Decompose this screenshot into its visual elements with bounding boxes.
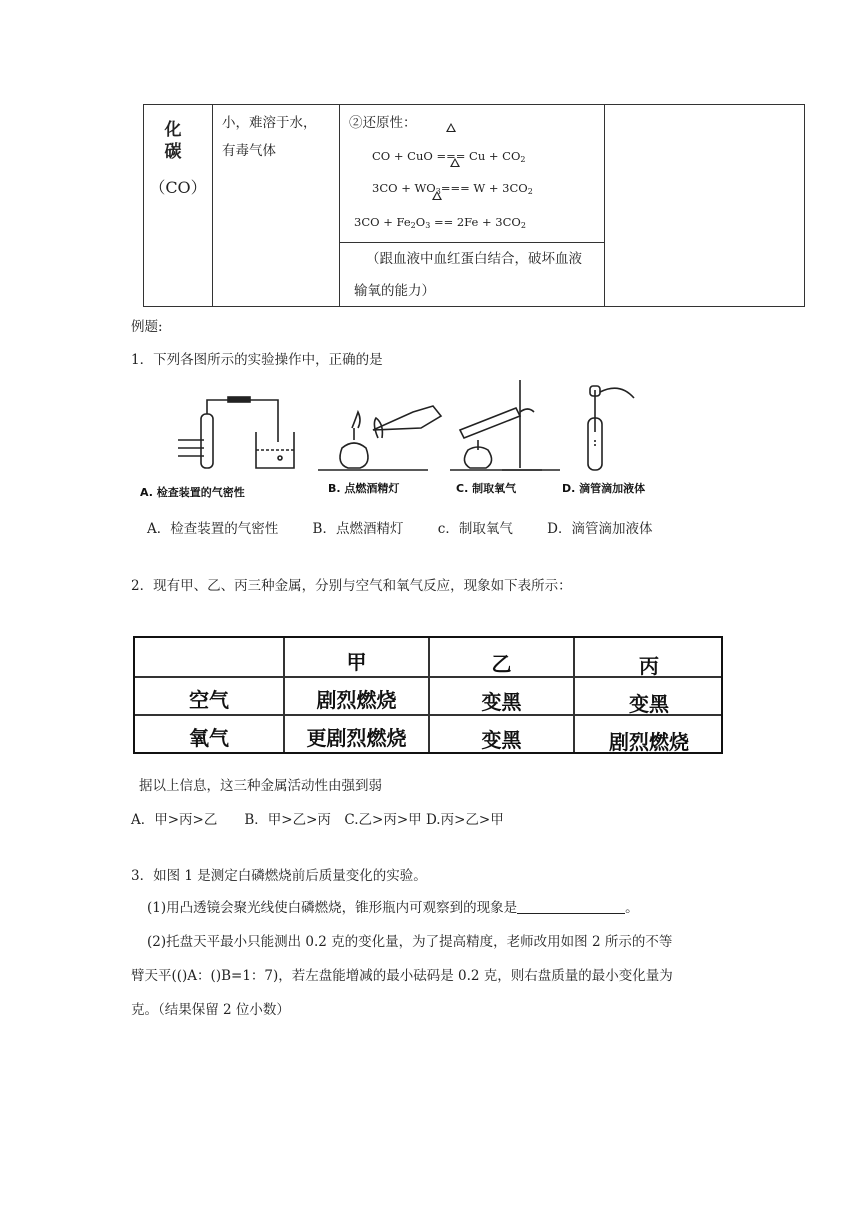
cell-oxygen-bing: 剧烈燃烧 [609, 730, 689, 754]
substance-name-line1: 化 碳 [164, 120, 192, 162]
q2-stem: 2．现有甲、乙、丙三种金属，分别与空气和氧气反应，现象如下表所示： [131, 578, 572, 594]
equation-wo3 [372, 181, 533, 196]
subscript: 2 [520, 155, 526, 164]
cell-air-yi: 变黑 [481, 690, 522, 714]
co-properties-table [143, 104, 805, 307]
row-oxygen-label: 氧气 [189, 726, 229, 750]
equation-text: 3CO + WO [372, 181, 436, 195]
q3-part1-end: 。 [625, 900, 639, 916]
table-divider [604, 105, 605, 306]
chem-property-title: ②还原性： [349, 115, 417, 131]
physical-property-line1: 小，难溶于水， [222, 115, 317, 131]
cell-oxygen-yi: 变黑 [481, 728, 522, 752]
physical-property-line2: 有毒气体 [222, 143, 276, 159]
cell-air-bing: 变黑 [629, 692, 669, 716]
subscript: 2 [410, 221, 416, 230]
equation-cuo [372, 149, 526, 164]
answer-blank[interactable] [517, 899, 625, 914]
q2-options: A．甲>丙>乙 B．甲>乙>丙 C.乙>丙>甲 D.丙>乙>甲 [131, 812, 504, 828]
table-divider [212, 105, 213, 306]
equation-text: 3CO + Fe [354, 215, 411, 229]
q1-option-c: c．制取氧气 [437, 521, 513, 537]
figure-caption-d: D. 滴管滴加液体 [562, 482, 646, 495]
examples-heading: 例题: [131, 319, 163, 335]
q3-part2-line1: (2)托盘天平最小只能测出 0.2 克的变化量，为了提高精度，老师改用如图 2 所示的不等 [147, 934, 673, 950]
equation-text: === W + 3CO [440, 181, 528, 195]
q3-part1-text: (1)用凸透镜会聚光线使白磷燃烧，锥形瓶内可观察到的现象是 [147, 900, 518, 916]
q3-stem: 3．如图 1 是测定白磷燃烧前后质量变化的实验。 [131, 868, 427, 884]
equation-fe2o3 [354, 215, 526, 230]
subscript: 3 [435, 187, 441, 196]
heat-triangle-icon [450, 158, 460, 167]
cell-oxygen-jia: 更剧烈燃烧 [306, 726, 407, 750]
table-divider [339, 242, 604, 243]
cell-air-jia: 剧烈燃烧 [316, 688, 397, 712]
q1-option-d: D．滴管滴加液体 [547, 521, 653, 537]
substance-formula: （CO） [149, 178, 207, 197]
dropper-icon [588, 386, 634, 470]
subscript: 2 [520, 221, 526, 230]
figure-caption-c: C. 制取氧气 [456, 482, 517, 495]
alcohol-lamp-icon [318, 406, 441, 470]
header-jia: 甲 [346, 650, 367, 674]
airtightness-apparatus-icon [178, 397, 294, 468]
heat-triangle-icon [432, 191, 442, 200]
figure-caption-a: A. 检查装置的气密性 [140, 486, 245, 499]
q1-options [147, 519, 652, 539]
toxicity-note-line2: 输氧的能力） [354, 283, 435, 299]
q3-part2-line3: 克。（结果保留 2 位小数） [131, 1002, 290, 1018]
figure-caption-b: B. 点燃酒精灯 [328, 482, 400, 495]
q1-apparatus-figure [138, 380, 658, 500]
equation-text: O [415, 215, 426, 229]
subscript: 2 [527, 187, 533, 196]
header-bing: 丙 [639, 654, 659, 678]
q1-stem: 1．下列各图所示的实验操作中，正确的是 [131, 352, 383, 368]
header-yi: 乙 [491, 652, 512, 676]
metal-reaction-table [133, 636, 723, 754]
q3-part2-line2: 臂天平(()A：()B=1：7)，若左盘能增减的最小砝码是 0.2 克，则右盘质量的最小变化量为 [131, 968, 673, 984]
subscript: 3 [425, 221, 431, 230]
oxygen-preparation-icon [450, 380, 560, 470]
equation-text: == 2Fe + 3CO [433, 215, 521, 229]
q1-option-a: A．检查装置的气密性 [147, 521, 279, 537]
table-divider [339, 105, 340, 306]
q3-part1 [147, 898, 639, 918]
q2-prompt: 据以上信息，这三种金属活动性由强到弱 [139, 778, 382, 794]
toxicity-note-line1: （跟血液中血红蛋白结合，破坏血液 [366, 251, 582, 267]
substance-name [144, 119, 212, 199]
row-air-label: 空气 [189, 688, 229, 712]
q1-option-b: B．点燃酒精灯 [312, 521, 404, 537]
heat-triangle-icon [446, 123, 456, 132]
equation-text: CO + CuO === Cu + CO [372, 149, 521, 163]
